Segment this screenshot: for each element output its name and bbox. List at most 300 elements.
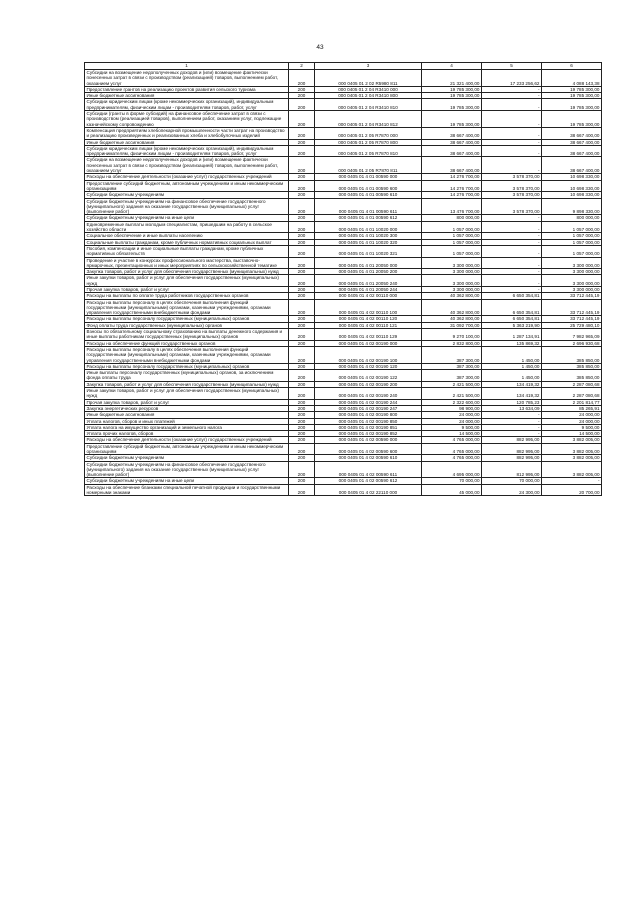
row-approved-amount: 1 057 000,00 [422,233,482,239]
row-executed-amount: - [482,257,542,269]
row-line-code: 200 [289,293,315,299]
row-executed-amount: - [482,86,542,92]
table-row [85,145,602,157]
row-line-code: 200 [289,111,315,128]
table-row [85,399,602,405]
row-approved-amount: 14 276 700,00 [422,174,482,180]
row-executed-amount: - [482,221,542,233]
row-approved-amount: 4 765 000,00 [422,455,482,461]
row-executed-amount: 1 450,00 [482,346,542,363]
row-line-code: 200 [289,215,315,221]
table-row [85,322,602,328]
table-row [85,437,602,443]
row-approved-amount: 4 765 000,00 [422,437,482,443]
row-line-code: 200 [289,431,315,437]
row-classification-code: 000 0405 01 4 01 10020 000 [315,221,422,233]
row-approved-amount: 387 300,00 [422,346,482,363]
column-number: 6 [542,63,602,70]
row-name: Субсидии на возмещение недополученных доходов и (или) возмещение фактически понесенных затрат в связи с производством (реализацией) товаров, выполнением работ, оказанием услуг [85,157,289,174]
row-executed-amount: 1 287 134,91 [482,329,542,341]
row-name: Предоставление субсидий бюджетным, автономным учреждениям и иным некоммерческим организациям [85,443,289,455]
row-name: Расходы на обеспечение бланками специальной печатной продукции и государственными номерными знаками [85,484,289,496]
column-number-row [85,63,602,70]
row-remaining-amount: 9 500,00 [542,424,602,430]
row-line-code: 200 [289,455,315,461]
table-row [85,192,602,198]
row-line-code: 200 [289,322,315,328]
row-approved-amount: 4 695 000,00 [422,461,482,478]
row-classification-code: 000 0405 01 4 01 00590 610 [315,192,422,198]
row-name: Взносы по обязательному социальному страхованию на выплаты денежного содержания и иные выплаты работникам государственных (муниципальных) органов [85,329,289,341]
row-line-code: 200 [289,443,315,455]
row-approved-amount: 70 000,00 [422,478,482,484]
row-classification-code: 000 0405 01 4 02 00590 611 [315,461,422,478]
row-line-code: 200 [289,275,315,287]
row-line-code: 200 [289,316,315,322]
row-classification-code: 000 0405 01 4 01 00590 612 [315,215,422,221]
row-approved-amount: 38 667 400,00 [422,127,482,139]
row-classification-code: 000 0405 01 4 02 22110 000 [315,484,422,496]
table-row [85,221,602,233]
row-line-code: 200 [289,346,315,363]
row-executed-amount: 882 995,00 [482,437,542,443]
row-name: Закупка энергетических ресурсов [85,405,289,411]
row-executed-amount: 812 995,00 [482,461,542,478]
row-approved-amount: 800 000,00 [422,215,482,221]
row-executed-amount: - [482,239,542,245]
row-name: Закупка товаров, работ и услуг для обеспечения государственных (муниципальных) нужд [85,381,289,387]
row-executed-amount: - [482,139,542,145]
row-classification-code: 000 0405 01 4 01 10020 320 [315,239,422,245]
table-row [85,461,602,478]
table-row [85,381,602,387]
table-row [85,275,602,287]
row-remaining-amount: 800 000,00 [542,215,602,221]
row-classification-code: 000 0405 01 2 05 R7870 810 [315,145,422,157]
row-line-code: 200 [289,174,315,180]
row-classification-code: 000 0405 01 4 02 00190 800 [315,412,422,418]
row-remaining-amount: 385 850,00 [542,370,602,382]
row-line-code: 200 [289,198,315,215]
table-row [85,111,602,128]
row-name: Уплата налогов, сборов и иных платежей [85,418,289,424]
row-remaining-amount: 3 882 005,00 [542,455,602,461]
row-name: Пособия, компенсации и иные социальные выплаты гражданам, кроме публичных нормативных обязательств [85,245,289,257]
row-classification-code: 000 0405 01 4 02 00190 100 [315,346,422,363]
row-classification-code: 000 0405 01 4 02 00110 129 [315,329,422,341]
row-name: Прочая закупка товаров, работ и услуг [85,286,289,292]
row-executed-amount: 134 419,32 [482,388,542,400]
row-remaining-amount: 3 300 000,00 [542,286,602,292]
row-classification-code: 000 0405 01 2 02 R5980 811 [315,70,422,87]
row-approved-amount: 4 765 000,00 [422,443,482,455]
row-line-code: 200 [289,412,315,418]
row-line-code: 200 [289,180,315,192]
row-classification-code: 000 0405 01 4 02 00110 000 [315,293,422,299]
row-line-code: 200 [289,461,315,478]
row-approved-amount: 40 362 800,00 [422,299,482,316]
row-approved-amount: 38 667 400,00 [422,145,482,157]
row-name: Уплата налога на имущество организаций и земельного налога [85,424,289,430]
row-remaining-amount: 1 057 000,00 [542,239,602,245]
row-line-code: 200 [289,245,315,257]
row-name: Субсидии бюджетным учреждениям на иные цели [85,215,289,221]
row-approved-amount: 387 300,00 [422,363,482,369]
row-approved-amount: 2 421 500,00 [422,381,482,387]
row-remaining-amount: 24 000,00 [542,412,602,418]
row-approved-amount: 2 832 800,00 [422,340,482,346]
row-line-code: 200 [289,257,315,269]
row-executed-amount: - [482,424,542,430]
row-name: Субсидии юридическим лицам (кроме некоммерческих организаций), индивидуальным предпринимателям, физическим лицам - производителям товаров, работ, услуг [85,99,289,111]
row-approved-amount: 9 500,00 [422,424,482,430]
row-executed-amount: - [482,269,542,275]
row-remaining-amount: 25 729 480,10 [542,322,602,328]
row-line-code: 200 [289,70,315,87]
row-approved-amount: 1 057 000,00 [422,239,482,245]
row-classification-code: 000 0405 01 4 02 00190 122 [315,370,422,382]
row-classification-code: 000 0405 01 4 01 20050 000 [315,257,422,269]
row-classification-code: 000 0405 01 4 02 00590 000 [315,437,422,443]
row-line-code: 200 [289,269,315,275]
row-executed-amount: - [482,431,542,437]
row-classification-code: 000 0405 01 2 04 R3410 800 [315,93,422,99]
row-executed-amount: 3 578 370,00 [482,198,542,215]
table-body [85,70,602,496]
row-classification-code: 000 0405 01 4 01 00590 600 [315,180,422,192]
table-row [85,180,602,192]
row-name: Расходы на выплаты персоналу в целях обеспечения выполнения функций государственными (муниципальными) органами, казенными учреждениями, органами управления государственными внебюджетными фондами [85,346,289,363]
row-approved-amount: 14 500,00 [422,431,482,437]
row-executed-amount: 3 578 370,00 [482,174,542,180]
row-executed-amount: - [482,412,542,418]
row-classification-code: 000 0405 01 4 02 00190 851 [315,424,422,430]
row-line-code: 200 [289,405,315,411]
column-number: 4 [422,63,482,70]
row-classification-code: 000 0405 01 4 02 00190 120 [315,363,422,369]
row-remaining-amount: 7 982 965,09 [542,329,602,341]
row-remaining-amount: 33 712 445,19 [542,316,602,322]
table-row [85,99,602,111]
column-number: 3 [315,63,422,70]
row-classification-code: 000 0405 01 4 01 20050 200 [315,269,422,275]
row-executed-amount: 5 363 219,90 [482,322,542,328]
table-row [85,484,602,496]
row-name: Иные бюджетные ассигнования [85,412,289,418]
row-remaining-amount: 85 265,91 [542,405,602,411]
row-remaining-amount: 4 088 143,38 [542,70,602,87]
row-executed-amount: 6 650 354,81 [482,293,542,299]
row-remaining-amount: 9 898 330,00 [542,198,602,215]
row-name: Предоставление грантов на реализацию проектов развития сельского туризма [85,86,289,92]
row-name: Расходы на обеспечение деятельности (оказание услуг) государственных учреждений [85,174,289,180]
row-executed-amount: 882 995,00 [482,455,542,461]
row-approved-amount: 40 362 800,00 [422,316,482,322]
row-remaining-amount: 3 882 005,00 [542,443,602,455]
row-executed-amount: - [482,245,542,257]
row-name: Компенсация предприятиям хлебопекарной промышленности части затрат на производство и реализацию произведенных и реализованных хлеба и хлебобулочных изделий [85,127,289,139]
row-approved-amount: 19 785 300,00 [422,86,482,92]
row-classification-code: 000 0405 01 4 02 00590 612 [315,478,422,484]
row-executed-amount: 6 650 354,81 [482,299,542,316]
row-approved-amount: 19 785 300,00 [422,99,482,111]
row-remaining-amount: 3 300 000,00 [542,257,602,269]
row-line-code: 200 [289,93,315,99]
row-approved-amount: 38 667 400,00 [422,139,482,145]
row-approved-amount: 19 785 300,00 [422,93,482,99]
table-row [85,198,602,215]
row-remaining-amount: 38 667 400,00 [542,127,602,139]
row-approved-amount: 2 421 500,00 [422,388,482,400]
row-executed-amount: 1 450,00 [482,370,542,382]
row-line-code: 200 [289,286,315,292]
row-approved-amount: 3 300 000,00 [422,275,482,287]
row-name: Субсидии на возмещение недополученных доходов и (или) возмещение фактически понесенных затрат в связи с производством (реализацией) товаров, выполнением работ, оказанием услуг [85,70,289,87]
row-name: Расходы на выплаты персоналу в целях обеспечения выполнения функций государственными (муниципальными) органами, казенными учреждениями, органами управления государственными внебюджетными фондами [85,299,289,316]
row-remaining-amount: 14 500,00 [542,431,602,437]
column-number: 1 [85,63,289,70]
row-name: Иные закупки товаров, работ и услуг для обеспечения государственных (муниципальных) нужд [85,275,289,287]
row-classification-code: 000 0405 01 2 04 R3410 810 [315,99,422,111]
row-line-code: 200 [289,478,315,484]
row-remaining-amount: 3 882 005,00 [542,461,602,478]
row-remaining-amount: 1 057 000,00 [542,221,602,233]
row-classification-code: 000 0405 01 4 02 00190 852 [315,431,422,437]
row-classification-code: 000 0405 01 4 01 10020 321 [315,245,422,257]
row-remaining-amount: 38 667 400,00 [542,139,602,145]
row-executed-amount: - [482,215,542,221]
row-executed-amount: 13 634,09 [482,405,542,411]
row-remaining-amount: 10 698 330,00 [542,192,602,198]
row-line-code: 200 [289,99,315,111]
row-classification-code: 000 0405 01 4 02 00110 100 [315,299,422,316]
row-classification-code: 000 0405 01 4 02 00190 240 [315,388,422,400]
row-remaining-amount: 10 698 330,00 [542,180,602,192]
row-remaining-amount: - [542,478,602,484]
row-executed-amount: 1 450,00 [482,363,542,369]
row-line-code: 200 [289,363,315,369]
row-name: Уплата прочих налогов, сборов [85,431,289,437]
row-executed-amount: 134 419,32 [482,381,542,387]
row-line-code: 200 [289,388,315,400]
row-approved-amount: 21 321 400,00 [422,70,482,87]
row-name: Субсидии бюджетным учреждениям [85,455,289,461]
table-row [85,174,602,180]
row-executed-amount: - [482,418,542,424]
column-number: 2 [289,63,315,70]
row-executed-amount: 120 785,23 [482,399,542,405]
row-approved-amount: 2 322 600,00 [422,399,482,405]
row-classification-code: 000 0405 01 4 02 00110 120 [315,316,422,322]
table-row [85,388,602,400]
table-row [85,157,602,174]
row-remaining-amount: 19 785 300,00 [542,99,602,111]
row-remaining-amount: 3 882 005,00 [542,437,602,443]
table-row [85,70,602,87]
row-line-code: 200 [289,145,315,157]
row-classification-code: 000 0405 01 4 02 00190 000 [315,340,422,346]
row-name: Расходы на выплаты по оплате труда работников государственных органов [85,293,289,299]
table-row [85,257,602,269]
row-name: Прочая закупка товаров, работ и услуг [85,399,289,405]
row-approved-amount: 3 300 000,00 [422,286,482,292]
row-name: Закупка товаров, работ и услуг для обеспечения государственных (муниципальных) нужд [85,269,289,275]
row-remaining-amount: 38 667 400,00 [542,157,602,174]
budget-execution-table [84,62,602,496]
table-row [85,245,602,257]
row-classification-code: 000 0405 01 4 02 00190 247 [315,405,422,411]
row-classification-code: 000 0405 01 2 05 R7870 800 [315,139,422,145]
row-name: Иные закупки товаров, работ и услуг для обеспечения государственных (муниципальных) нужд [85,388,289,400]
row-line-code: 200 [289,424,315,430]
table-row [85,299,602,316]
row-approved-amount: 1 057 000,00 [422,245,482,257]
row-executed-amount: 3 578 370,00 [482,192,542,198]
row-classification-code: 000 0405 01 4 02 00590 600 [315,443,422,455]
row-classification-code: 000 0405 01 4 01 20050 244 [315,286,422,292]
row-remaining-amount: 24 000,00 [542,418,602,424]
row-approved-amount: 9 270 100,00 [422,329,482,341]
row-name: Субсидии бюджетным учреждениям [85,192,289,198]
table-row [85,455,602,461]
row-name: Субсидии юридическим лицам (кроме некоммерческих организаций), индивидуальным предпринимателям, физическим лицам - производителям товаров, работ, услуг [85,145,289,157]
row-classification-code: 000 0405 01 2 05 R7870 000 [315,127,422,139]
row-remaining-amount: 1 057 000,00 [542,245,602,257]
row-approved-amount: 14 276 700,00 [422,192,482,198]
row-classification-code: 000 0405 01 4 02 00190 850 [315,418,422,424]
row-line-code: 200 [289,221,315,233]
row-executed-amount: 882 995,00 [482,443,542,455]
row-line-code: 200 [289,370,315,382]
row-remaining-amount: 10 698 330,00 [542,174,602,180]
row-name: Расходы на обеспечение функций государственных органов [85,340,289,346]
row-remaining-amount: 3 300 000,00 [542,269,602,275]
row-executed-amount: 70 000,00 [482,478,542,484]
row-approved-amount: 1 057 000,00 [422,221,482,233]
row-approved-amount: 3 300 000,00 [422,269,482,275]
row-line-code: 200 [289,381,315,387]
row-line-code: 200 [289,299,315,316]
row-name: Субсидии бюджетным учреждениям на финансовое обеспечение государственного (муниципального) задания на оказание государственных (муниципальных) услуг (выполнение работ) [85,198,289,215]
row-name: Субсидии бюджетным учреждениям на финансовое обеспечение государственного (муниципального) задания на оказание государственных (муниципальных) услуг (выполнение работ) [85,461,289,478]
row-name: Фонд оплаты труда государственных (муниципальных) органов [85,322,289,328]
row-executed-amount: - [482,145,542,157]
row-line-code: 200 [289,139,315,145]
table-row [85,316,602,322]
table-row [85,443,602,455]
table-row [85,478,602,484]
row-classification-code: 000 0405 01 4 01 00590 611 [315,198,422,215]
row-name: Иные бюджетные ассигнования [85,139,289,145]
row-name: Иные выплаты персоналу государственных (муниципальных) органов, за исключением фонда оплаты труда [85,370,289,382]
row-approved-amount: 40 362 800,00 [422,293,482,299]
row-classification-code: 000 0405 01 2 05 R7870 811 [315,157,422,174]
row-executed-amount: 24 300,00 [482,484,542,496]
row-line-code: 200 [289,239,315,245]
table-row [85,293,602,299]
row-approved-amount: 24 000,00 [422,412,482,418]
row-approved-amount: 13 476 700,00 [422,198,482,215]
row-executed-amount: - [482,111,542,128]
row-executed-amount: 135 869,32 [482,340,542,346]
row-approved-amount: 98 900,00 [422,405,482,411]
row-name: Предоставление субсидий бюджетным, автономным учреждениям и иным некоммерческим организациям [85,180,289,192]
row-line-code: 200 [289,437,315,443]
row-classification-code: 000 0405 01 4 01 20050 240 [315,275,422,287]
row-line-code: 200 [289,127,315,139]
row-classification-code: 000 0405 01 4 02 00190 200 [315,381,422,387]
page-number: 43 [316,44,324,51]
row-name: Расходы на выплаты персоналу государственных (муниципальных) органов [85,316,289,322]
row-remaining-amount: 385 850,00 [542,346,602,363]
row-remaining-amount: 19 785 300,00 [542,93,602,99]
table-row [85,340,602,346]
row-classification-code: 000 0405 01 2 04 R3410 812 [315,111,422,128]
row-executed-amount: - [482,233,542,239]
row-remaining-amount: 33 712 445,19 [542,299,602,316]
row-classification-code: 000 0405 01 4 01 10020 300 [315,233,422,239]
row-classification-code: 000 0405 01 4 01 00590 000 [315,174,422,180]
table-row [85,329,602,341]
row-name: Иные бюджетные ассигнования [85,93,289,99]
row-approved-amount: 19 785 300,00 [422,111,482,128]
row-remaining-amount: 19 785 300,00 [542,86,602,92]
row-name: Субсидии (гранты в форме субсидий) на финансовое обеспечение затрат в связи с производством (реализацией товаров), выполнением работ, оказанием услуг, подлежащие казначейскому сопровождению [85,111,289,128]
row-line-code: 200 [289,484,315,496]
row-approved-amount: 3 300 000,00 [422,257,482,269]
row-line-code: 200 [289,329,315,341]
row-executed-amount: - [482,127,542,139]
row-name: Социальные выплаты гражданам, кроме публичных нормативных социальных выплат [85,239,289,245]
row-executed-amount: - [482,93,542,99]
row-remaining-amount: 2 696 930,68 [542,340,602,346]
row-name: Единовременные выплаты молодым специалистам, пришедшим на работу в сельское хозяйство области [85,221,289,233]
row-line-code: 200 [289,86,315,92]
row-line-code: 200 [289,340,315,346]
row-approved-amount: 14 276 700,00 [422,180,482,192]
row-approved-amount: 38 667 400,00 [422,157,482,174]
row-remaining-amount: 2 201 814,77 [542,399,602,405]
row-line-code: 200 [289,418,315,424]
row-classification-code: 000 0405 01 4 02 00590 610 [315,455,422,461]
row-remaining-amount: 385 850,00 [542,363,602,369]
row-remaining-amount: 2 287 080,68 [542,381,602,387]
row-executed-amount: - [482,99,542,111]
row-classification-code: 000 0405 01 2 04 R3410 000 [315,86,422,92]
row-line-code: 200 [289,192,315,198]
row-classification-code: 000 0405 01 4 02 00110 121 [315,322,422,328]
row-remaining-amount: 3 300 000,00 [542,275,602,287]
row-name: Социальное обеспечение и иные выплаты населению [85,233,289,239]
column-number: 5 [482,63,542,70]
row-executed-amount: 17 233 256,62 [482,70,542,87]
row-approved-amount: 387 300,00 [422,370,482,382]
row-remaining-amount: 33 712 445,19 [542,293,602,299]
row-approved-amount: 45 000,00 [422,484,482,496]
row-approved-amount: 31 092 700,00 [422,322,482,328]
row-name: Проведение и участие в конкурсах профессионального мастерства, выставочно-ярмарочных, презентационных и иных мероприятиях по сельскохозяйственной тематике [85,257,289,269]
table-row [85,127,602,139]
row-line-code: 200 [289,233,315,239]
row-executed-amount: - [482,286,542,292]
row-executed-amount: 3 578 370,00 [482,180,542,192]
row-executed-amount: - [482,275,542,287]
table-row [85,363,602,369]
row-name: Субсидии бюджетным учреждениям на иные цели [85,478,289,484]
row-executed-amount: 6 650 354,81 [482,316,542,322]
row-executed-amount: - [482,157,542,174]
row-remaining-amount: 19 785 300,00 [542,111,602,128]
